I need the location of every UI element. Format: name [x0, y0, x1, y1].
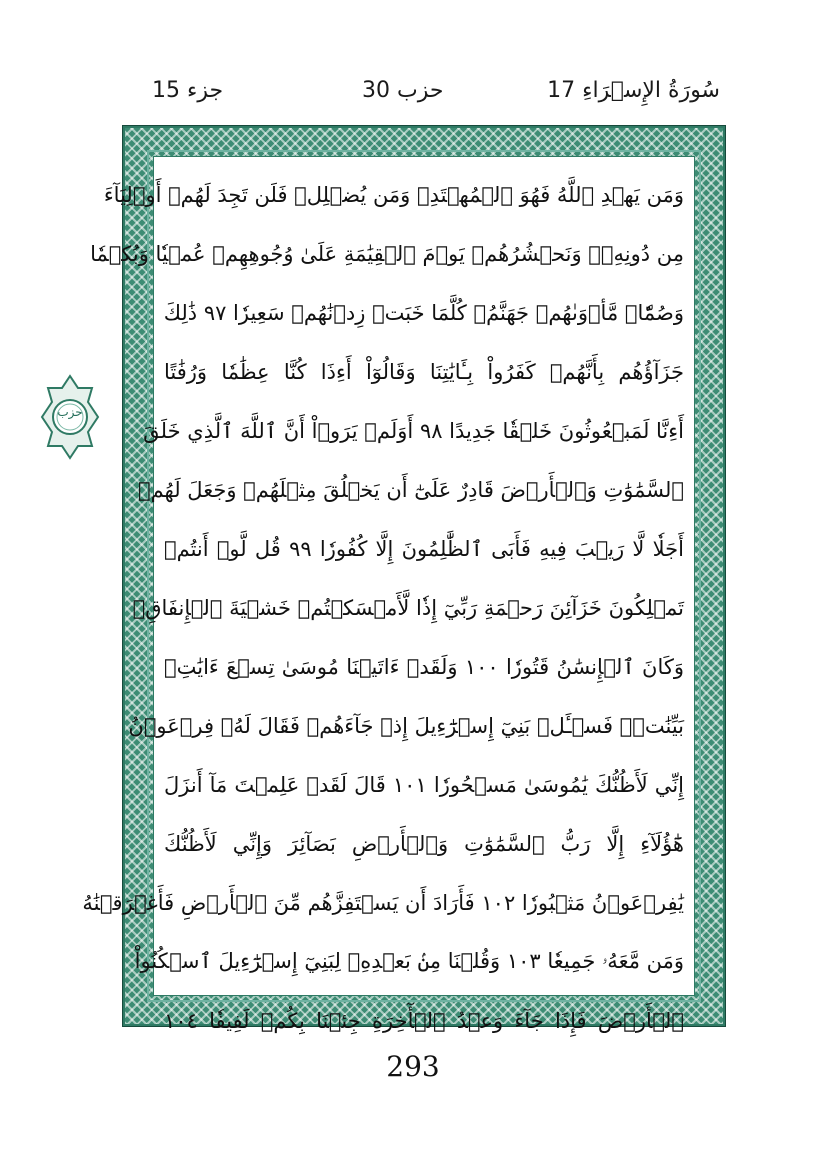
line-text: هَٰٓؤُلَآءِ إِلَّا رَبُّ ٱلسَّمَٰوَٰتِ وَٱلۡأَرۡضِ بَصَآئِرَ وَإِنِّي لَأَظُنُّكَ [164, 831, 684, 856]
text-line [103, 165, 684, 224]
line-text: ٱلۡأَرۡضَ فَإِذَا جَآءَ وَعۡدُ ٱلۡأٓخِرَةِ جِئۡنَا بِكُمۡ لَفِيفٗا ١٠٤ [164, 1008, 684, 1033]
line-text: وَمَن مَّعَهُۥ جَمِيعٗا ١٠٣ وَقُلۡنَا مِنۢ بَعۡدِهِۦ لِبَنِيٓ إِسۡرَٰٓءِيلَ ٱسۡكُنُواْ [134, 949, 684, 973]
text-line [132, 578, 684, 637]
text-line [82, 873, 684, 932]
line-text: إِنِّي لَأَظُنُّكَ يَٰمُوسَىٰ مَسۡحُورٗا ١٠١ قَالَ لَقَدۡ عَلِمۡتَ مَآ أَنزَلَ [164, 772, 684, 797]
page-header [130, 78, 726, 118]
line-text: بَيِّنَٰتٖۖ فَسۡـَٔلۡ بَنِيٓ إِسۡرَٰٓءِيلَ إِذۡ جَآءَهُمۡ فَقَالَ لَهُۥ فِرۡعَوۡنُ [128, 713, 684, 738]
surah-title: 17 سُورَةُ الإِسۡرَاءِ [547, 78, 720, 103]
line-text: أَءِنَّا لَمَبۡعُوثُونَ خَلۡقٗا جَدِيدًا ٩٨ أَوَلَمۡ يَرَوۡاْ أَنَّ ٱللَّهَ ٱلَّذِي خَلَقَ [143, 418, 684, 443]
text-line [164, 755, 684, 814]
hizb-marker [38, 374, 102, 460]
page-number: 293 [386, 1050, 440, 1083]
line-text: وَصُمّٗاۖ مَّأۡوَىٰهُمۡ جَهَنَّمُۖ كُلَّمَا خَبَتۡ زِدۡنَٰهُمۡ سَعِيرٗا ٩٧ ذَٰلِكَ [163, 300, 684, 325]
line-text: تَمۡلِكُونَ خَزَآئِنَ رَحۡمَةِ رَبِّيٓ إِذٗا لَّأَمۡسَكۡتُمۡ خَشۡيَةَ ٱلۡإِنفَاقِۚ [132, 595, 684, 620]
text-line [90, 224, 684, 283]
text-panel [82, 156, 695, 1033]
text-line [164, 637, 684, 696]
line-text: مِن دُونِهِۦۖ وَنَحۡشُرُهُمۡ يَوۡمَ ٱلۡقِيَٰمَةِ عَلَىٰ وُجُوهِهِمۡ عُمۡيٗا وَبُكۡمٗا [90, 241, 684, 266]
hizb-label: حزب 30 [362, 78, 444, 103]
text-line [164, 283, 684, 342]
hizb-marker-label: حزب [57, 405, 83, 419]
text-line [128, 696, 684, 755]
verse-lines [82, 165, 684, 1033]
line-text: أَجَلٗا لَّا رَيۡبَ فِيهِ فَأَبَى ٱلظَّٰلِمُونَ إِلَّا كُفُورٗا ٩٩ قُل لَّوۡ أَنتُمۡ [164, 536, 684, 561]
juz-label: جزء 15 [152, 78, 224, 103]
ornamental-frame [82, 125, 726, 1033]
line-text: وَمَن يَهۡدِ ٱللَّهُ فَهُوَ ٱلۡمُهۡتَدِۖ وَمَن يُضۡلِلۡ فَلَن تَجِدَ لَهُمۡ أَوۡلِيَآءَ [103, 182, 684, 207]
text-line [164, 342, 684, 401]
text-line [134, 932, 684, 991]
text-line [164, 991, 684, 1050]
text-line [164, 814, 684, 873]
text-line [143, 401, 684, 460]
line-text: يَٰفِرۡعَوۡنُ مَثۡبُورٗا ١٠٢ فَأَرَادَ أَن يَسۡتَفِزَّهُم مِّنَ ٱلۡأَرۡضِ فَأَغۡرَقۡنَٰهُ [82, 890, 684, 915]
text-line [164, 519, 684, 578]
line-text: وَكَانَ ٱلۡإِنسَٰنُ قَتُورٗا ١٠٠ وَلَقَدۡ ءَاتَيۡنَا مُوسَىٰ تِسۡعَ ءَايَٰتِۭ [164, 654, 684, 679]
text-line [137, 460, 684, 519]
line-text: جَزَآؤُهُم بِأَنَّهُمۡ كَفَرُواْ بِـَٔايَٰتِنَا وَقَالُوٓاْ أَءِذَا كُنَّا عِظَٰمٗا وَرُفَٰتًا [164, 359, 684, 384]
line-text: ٱلسَّمَٰوَٰتِ وَٱلۡأَرۡضَ قَادِرٌ عَلَىٰٓ أَن يَخۡلُقَ مِثۡلَهُمۡ وَجَعَلَ لَهُمۡ [137, 477, 684, 502]
